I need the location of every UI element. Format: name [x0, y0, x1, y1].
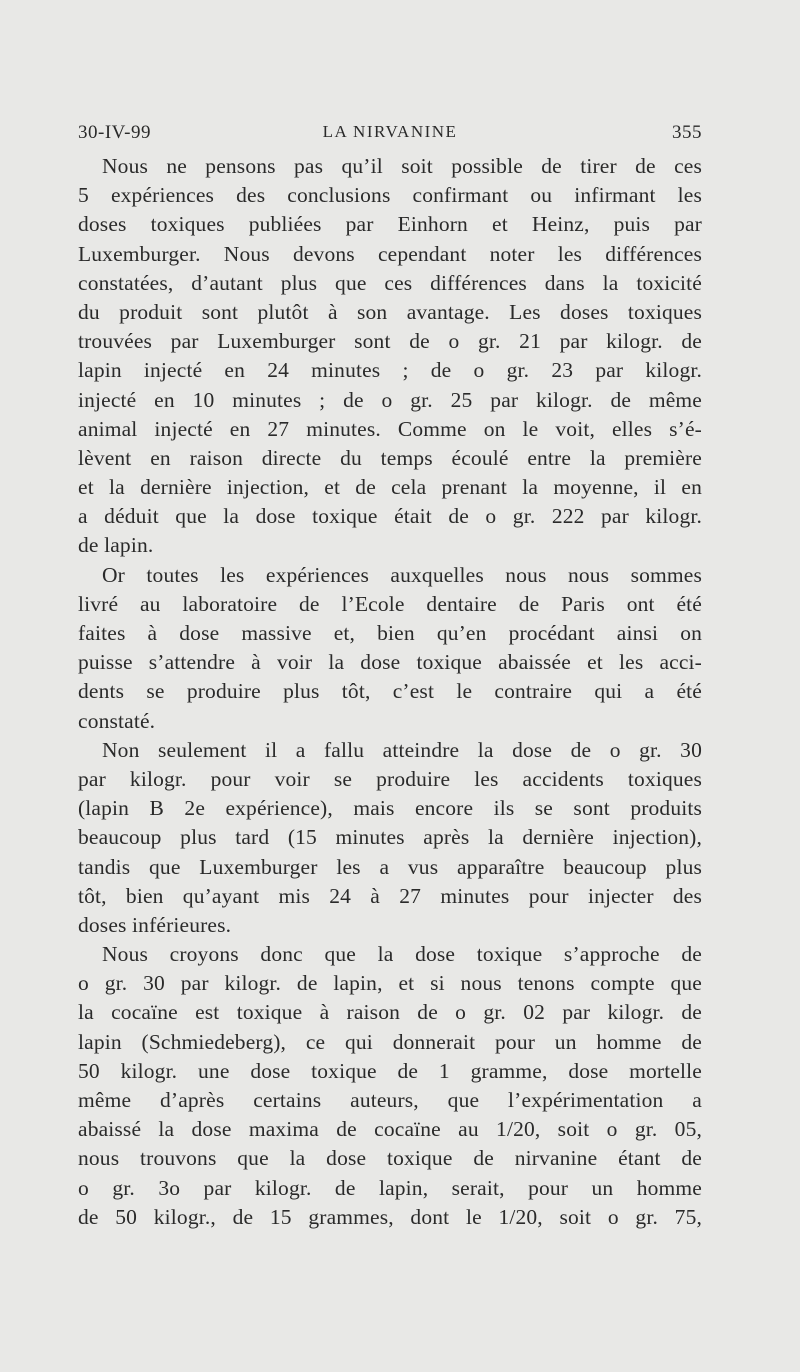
text-line: Nous croyons donc que la dose toxique s’approche de	[102, 942, 702, 967]
header-date: 30-IV-99	[78, 122, 151, 143]
text-line: et la dernière injection, et de cela prenant la moyenne, il en	[78, 475, 702, 500]
text-line: o gr. 3o par kilogr. de lapin, serait, pour un homme	[78, 1175, 702, 1200]
text-line: o gr. 30 par kilogr. de lapin, et si nous tenons compte que	[78, 971, 702, 996]
text-line: lapin (Schmiedeberg), ce qui donnerait pour un homme de	[78, 1029, 702, 1054]
text-line: dents se produire plus tôt, c’est le contraire qui a été	[78, 679, 702, 704]
text-line: injecté en 10 minutes ; de o gr. 25 par kilogr. de même	[78, 387, 702, 412]
text-line: faites à dose massive et, bien qu’en procédant ainsi on	[78, 621, 702, 645]
text-line: puisse s’attendre à voir la dose toxique abaissée et les acci-	[78, 650, 702, 675]
text-line: livré au laboratoire de l’Ecole dentaire de Paris ont été	[78, 591, 702, 616]
text-line: de 50 kilogr., de 15 grammes, dont le 1/20, soit o gr. 75,	[78, 1204, 702, 1229]
text-line: (lapin B 2e expérience), mais encore ils se sont produits	[78, 796, 702, 821]
text-line: nous trouvons que la dose toxique de nirvanine étant de	[78, 1146, 702, 1171]
text-line: la cocaïne est toxique à raison de o gr. 02 par kilogr. de	[78, 1000, 702, 1025]
text-line: animal injecté en 27 minutes. Comme on le voit, elles s’é-	[78, 416, 702, 441]
text-line: par kilogr. pour voir se produire les accidents toxiques	[78, 766, 702, 791]
text-line: lapin injecté en 24 minutes ; de o gr. 23 par kilogr.	[78, 358, 702, 383]
running-header	[78, 122, 702, 150]
text-line: Or toutes les expériences auxquelles nous nous sommes	[102, 562, 702, 587]
body-text	[78, 152, 702, 1232]
text-line: doses toxiques publiées par Einhorn et Heinz, puis par	[78, 212, 702, 237]
text-line: du produit sont plutôt à son avantage. Les doses toxiques	[78, 299, 702, 324]
text-line: a déduit que la dose toxique était de o gr. 222 par kilogr.	[78, 504, 702, 529]
page-number: 355	[672, 122, 702, 143]
text-line: même d’après certains auteurs, que l’expérimentation a	[78, 1088, 702, 1112]
text-line: Non seulement il a fallu atteindre la dose de o gr. 30	[102, 737, 702, 762]
text-line: tôt, bien qu’ayant mis 24 à 27 minutes pour injecter des	[78, 883, 702, 908]
text-line: de lapin.	[78, 533, 154, 558]
text-line: beaucoup plus tard (15 minutes après la dernière injection),	[78, 825, 702, 850]
text-line: lèvent en raison directe du temps écoulé entre la première	[78, 445, 702, 470]
text-line: tandis que Luxemburger les a vus apparaître beaucoup plus	[78, 854, 702, 879]
text-line: Luxemburger. Nous devons cependant noter les différences	[78, 241, 702, 266]
text-line: constatées, d’autant plus que ces différences dans la toxicité	[78, 270, 702, 295]
text-line: doses inférieures.	[78, 912, 232, 937]
text-line: 5 expériences des conclusions confirmant ou infirmant les	[78, 183, 702, 208]
text-line: trouvées par Luxemburger sont de o gr. 21 par kilogr. de	[78, 329, 702, 354]
header-title: LA NIRVANINE	[322, 122, 458, 141]
text-line: constaté.	[78, 708, 156, 733]
text-line: abaissé la dose maxima de cocaïne au 1/20, soit o gr. 05,	[78, 1117, 702, 1142]
text-line: 50 kilogr. une dose toxique de 1 gramme, dose mortelle	[78, 1058, 702, 1083]
text-line: Nous ne pensons pas qu’il soit possible de tirer de ces	[102, 154, 702, 178]
